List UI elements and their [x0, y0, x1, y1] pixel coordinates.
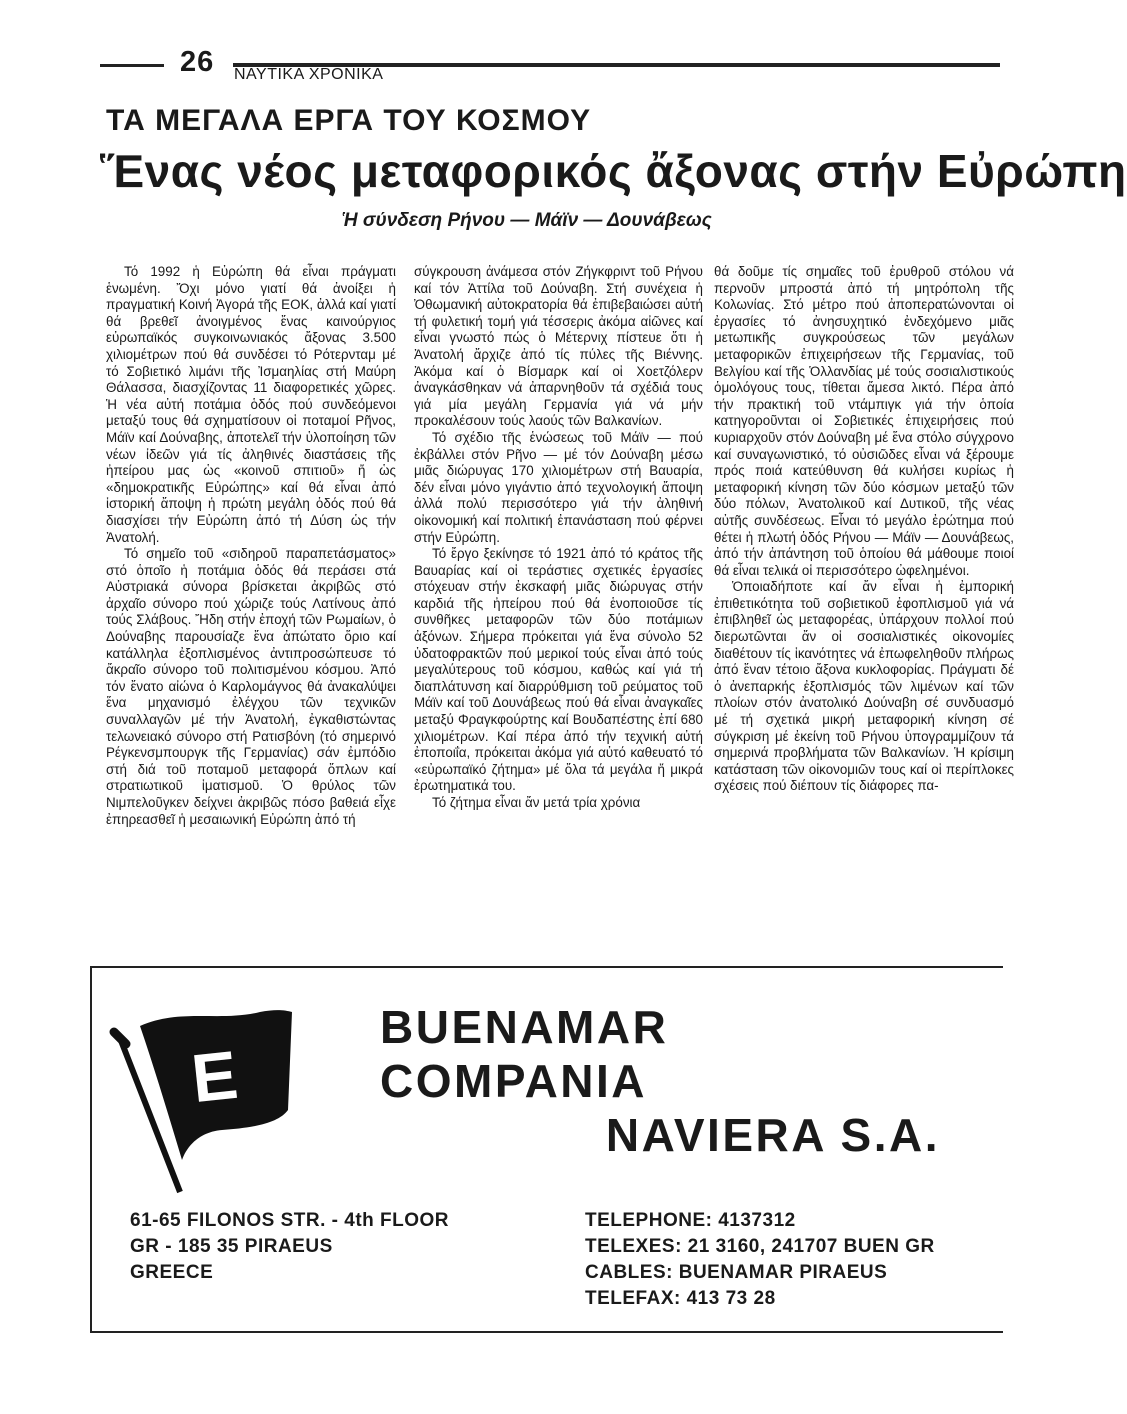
paragraph: θά δοῦμε τίς σημαῖες τοῦ ἐρυθροῦ στόλου νά περνοῦν μπροστά ἀπό τή μητρόπολη τῆς Κολωνίας. Στό μέτρο πού ἀποπερατώνονται οἱ ἐργασίες τό ἀνησυχητικό ἐνδεχόμενο μιᾶς μετωπικῆς συγκρούσεως τῶν μεγάλων μεταφορικῶν ἐπιχειρήσεων τῆς Γερμανίας, τοῦ Βελγίου καί τῆς Ὁλλανδίας μέ τούς σοσιαλιστικούς ὁμολόγους τους, τίθεται ἄμεσα λικτό. Πέρα ἀπό τήν πρακτική τοῦ ντάμπιγκ γιά τήν ὁποία κατηγοροῦνται οἱ Σοβιετικές ἐπιχειρήσεις πού κυριαρχοῦν στόν Δούναβη μέ ἕνα στόλο σύγχρονο καί συναγωνιστικό, τό οὐσιῶδες εἶναι νά ξέρουμε πρός ποιά κατεύθυνση θά κυλήσει κυρίως ἡ μεταφορική κίνηση τῶν δύο κόσμων μεταξύ τῶν δύο πόλων, Ἀνατολικοῦ καί Δυτικοῦ, τῆς νέας αὐτῆς συνδέσεως. Εἶναι τό μεγάλο ἐρώτημα πού θέτει ἡ πλωτή ὁδός Ρήνου — Μάϊν — Δουνάβεως, ἀπό τήν ἀπάντηση τοῦ ὁποίου θά μάθουμε ποιοί θά εἶναι τελικά οἱ περισσότερο ὠφελημένοι.	[714, 264, 1014, 578]
address-line: GR - 185 35 PIRAEUS	[130, 1236, 333, 1257]
contact-cables: CABLES: BUENAMAR PIRAEUS	[585, 1262, 888, 1283]
paragraph: σύγκρουση ἀνάμεσα στόν Ζήγκφριντ τοῦ Ρήνου καί τόν Ἀττίλα τοῦ Δούναβη. Στή συνέχεια ἡ Ὀθωμανική αὐτοκρατορία θά ἐπιβεβαιώσει αὐτή τή φυλετική τομή γιά τέσσερις ἀκόμα αἰῶνες καί εἶναι γνωστό πώς ὁ Μέτερνιχ πίστευε ὅτι ἡ Ἀνατολή ἄρχιζε ἀπό τίς πύλες τῆς Βιέννης. Ἀκόμα καί ὁ Βίσμαρκ καί οἱ Χοετζόλερν ἀναγκάσθηκαν νά ἀπαρνηθοῦν τά σχέδιά τους γιά μία μεγάλη Γερμανία γιά νά μήν προκαλέσουν τούς λαούς τῶν Βαλκανίων.	[414, 264, 703, 429]
flag-pole-top	[114, 1032, 126, 1044]
company-contacts	[585, 1208, 935, 1312]
contact-telefax: TELEFAX: 413 73 28	[585, 1288, 776, 1309]
paragraph: Τό σημεῖο τοῦ «σιδηροῦ παραπετάσματος» στό ὁποῖο ἡ ποτάμια ὁδός θά περάσει στά Αὐστριακά σύνορα βρίσκεται ἀκριβῶς στό ἀρχαῖο σύνορο πού χώριζε τούς Λατίνους ἀπό τούς Σλάβους. Ἤδη στήν ἐποχή τῶν Ρωμαίων, ὁ Δούναβης παρουσίαζε ἕνα ἀπώτατο ὅριο καί κατάλληλα ἐξοπλισμένος ἀντιπροσώπευσε τό ἄκραῖο σύνορο τοῦ πολιτισμένου κόσμου. Ἀπό τόν ἔνατο αἰώνα ὁ Καρλομάγνος θά ἀνακαλύψει ἕνα μηχανισμό ἐλέγχου τῶν τεχνικῶν συναλλαγῶν μέ τήν Ἀνατολή, ἐγκαθιστώντας τελωνειακό σύνορο στή Ρατισβόνη (τό σημερινό Ρέγκενσμπουργκ τῆς Γερμανίας) σάν ἐμπόδιο στή διά τοῦ ποταμοῦ μεταφορά ὅπλων καί στρατιωτικοῦ ἱματισμοῦ. Ὁ θρύλος τῶν Νιμπελοῦγκεν δείχνει ἀκριβῶς πόσο βαθειά εἶχε ἐπηρεασθεῖ ἡ μεσαιωνική Εὐρώπη ἀπό τή	[106, 546, 396, 827]
company-name-line1: BUENAMAR COMPANIA	[380, 1001, 669, 1107]
company-flag-logo	[100, 1000, 300, 1200]
article-column-1	[106, 264, 396, 954]
header-rule-left	[100, 64, 164, 67]
company-address	[130, 1208, 449, 1286]
article-column-3	[714, 264, 1014, 954]
paragraph: Τό 1992 ἡ Εὐρώπη θά εἶναι πράγματι ἑνωμένη. Ὄχι μόνο γιατί θά ἀνοίξει ἡ πραγματική Κοινή Ἀγορά τῆς ΕΟΚ, ἀλλά καί γιατί θά βρεθεῖ ἀνοιγμένος ἕνας καινούργιος εὐρωπαϊκός συγκοινωνιακός ἄξονας 3.500 χιλιομέτρων πού θά συνδέσει τό Ρότερνταμ μέ τό Σοβιετικό λιμάνι τῆς Ἰσμαηλίας στή Μαύρη Θάλασσα, διασχίζοντας 11 διαφορετικές χῶρες. Ἡ νέα αὐτή ποτάμια ὁδός πού συνδεόμενοι μεταξύ τους θά σχηματίσουν οἱ ποταμοί Ρῆνος, Μάϊν καί Δούναβης, ἀποτελεῖ τήν ὑλοποίηση τῶν νέων ἰδεῶν γιά τίς ἀληθινές διαστάσεις τῆς ἠπείρου μας ὡς «κοινοῦ σπιτιοῦ» ἤ ὡς «δημοκρατικῆς Εὐρώπης» καί θά εἶναι ἀπό ἱστορική ἄποψη ἡ πρώτη μεγάλη ὁδός πού θά διασχίσει τήν Εὐρώπη ἀπό τή Δύση ὡς τήν Ἀνατολή.	[106, 264, 396, 545]
page-number: 26	[180, 46, 215, 78]
article-subtitle: Ἡ σύνδεση Ρήνου — Μάϊν — Δουνάβεως	[342, 210, 712, 231]
article-headline: Ἕνας νέος μεταφορικός ἄξονας στήν Εὐρώπη	[100, 145, 1127, 197]
address-line: 61-65 FILONOS STR. - 4th FLOOR	[130, 1210, 450, 1231]
address-line: GREECE	[130, 1262, 214, 1283]
flag-letter: E	[188, 1036, 242, 1118]
paragraph: Τό σχέδιο τῆς ἑνώσεως τοῦ Μάϊν — πού ἐκβάλλει στόν Ρῆνο — μέ τόν Δούναβη μέσω μιᾶς διώρυγας 170 χιλιομέτρων στή Βαυαρία, δέν εἶναι μόνο γιγάντιο ἀπό τεχνολογική ἄποψη ἀλλά πολύ περισσότερο γιά τήν ἀληθινή οἰκονομική καί πολιτική ἐπανάσταση πού φέρνει στήν Εὐρώπη.	[414, 429, 703, 545]
article-kicker: ΤΑ ΜΕΓΑΛΑ ΕΡΓΑ ΤΟΥ ΚΟΣΜΟΥ	[106, 104, 592, 137]
article-column-2	[414, 264, 703, 954]
paragraph: Ὁποιαδήποτε καί ἄν εἶναι ἡ ἐμπορική ἐπιθετικότητα τοῦ σοβιετικοῦ ἐφοπλισμοῦ γιά νά ἐπιβληθεῖ ὡς μεταφορέας, ὑπάρχουν πολλοί πού διερωτῶνται ἄν οἱ σοσιαλιστικές οἰκονομίες διαθέτουν τίς ἱκανότητες νά ἐπωφεληθοῦν πλήρως ἀπό ἕναν τέτοιο ἄξονα κυκλοφορίας. Πράγματι δέ ὁ ἀνεπαρκής ἐξοπλισμός τῶν λιμένων καί τῶν πλοίων στόν ἀνατολικό Δούναβη σέ συνδυασμό μέ τή σχετικά μικρή μεταφορική κίνηση σέ σύγκριση μέ ἐκείνη τοῦ Ρήνου ὑπογραμμίζουν τά σημερινά προβλήματα τῶν Βαλκανίων. Ἡ κρίσιμη κατάσταση τῶν οἰκονομιῶν τους καί οἱ περίπλοκες σχέσεις πού διέπουν τίς διάφορες πα-	[714, 579, 1014, 794]
company-name	[380, 1000, 940, 1162]
paragraph: Τό ἔργο ξεκίνησε τό 1921 ἀπό τό κράτος τῆς Βαυαρίας καί οἱ τεράστιες σχετικές ἐργασίες στόχευαν στήν ἐκσκαφή μιᾶς διώρυγας στήν καρδιά τῆς ἠπείρου πού θά ἑνοποιοῦσε τίς συνθῆκες μεταφορῶν τῶν δύο ποτάμιων ἀξόνων. Σήμερα πρόκειται γιά ἕνα σύνολο 52 ὑδατοφρακτῶν πού μερικοί τούς εἶναι ἀπό τούς μεγαλύτερους τοῦ κόσμου, καθώς καί γιά τή διαπλάτυνση καί διαρρύθμιση τοῦ ρεύματος τοῦ Μάϊν καί τοῦ Δουνάβεως πού θά εἶναι ἀναγκαῖες μεταξύ Φραγκφούρτης καί Βουδαπέστης ἐπί 680 χιλιομέτρων. Καί πέρα ἀπό τήν τεχνική αὐτή ἐποποιΐα, πρόκειται ἀκόμα γιά αὐτό καθευατό τό «εὐρωπαϊκό ζήτημα» μέ ὅλα τά μεγάλα ἤ μικρά ἐρωτηματικά του.	[414, 546, 703, 794]
contact-telephone: TELEPHONE: 4137312	[585, 1210, 796, 1231]
company-name-line2: NAVIERA S.A.	[605, 1109, 940, 1161]
contact-telexes: TELEXES: 21 3160, 241707 BUEN GR	[585, 1236, 935, 1257]
publication-name: ΝΑΥΤΙΚΑ ΧΡΟΝΙΚΑ	[234, 66, 384, 83]
paragraph: Τό ζήτημα εἶναι ἄν μετά τρία χρόνια	[432, 795, 641, 810]
